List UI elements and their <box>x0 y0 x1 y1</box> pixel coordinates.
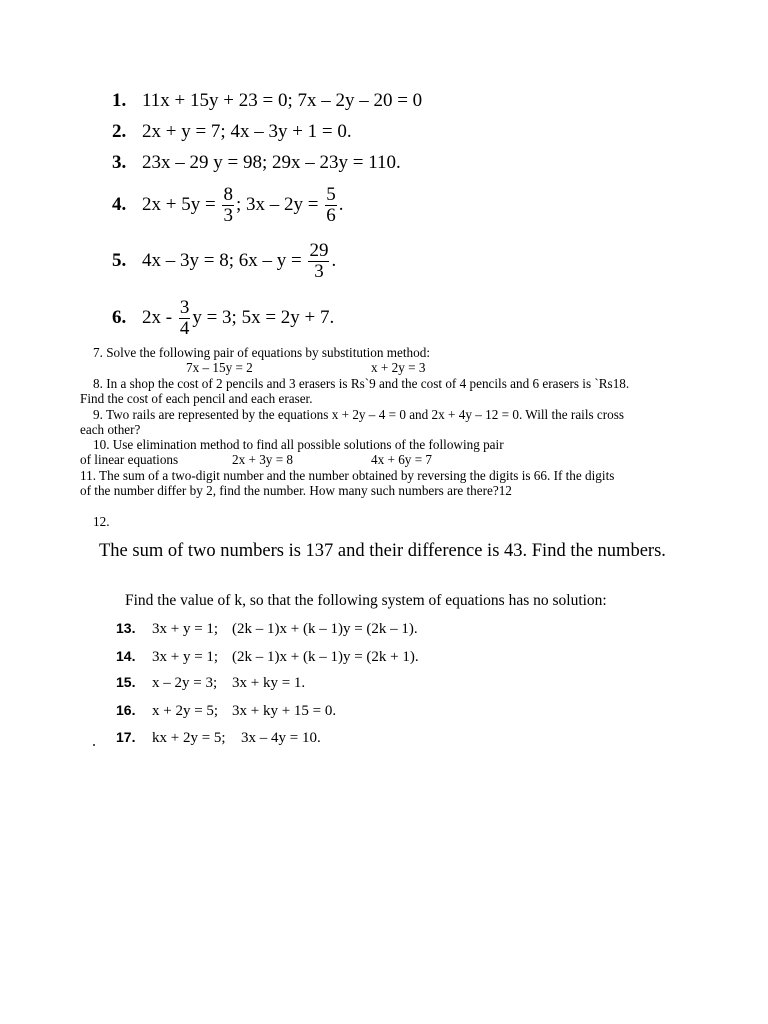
problem-number: 14. <box>116 648 136 664</box>
problem-8-text-2: Find the cost of each pencil and each eraser. <box>80 391 313 406</box>
problem-number: 15. <box>116 674 136 690</box>
problem-number: 6. <box>112 306 127 328</box>
problem-2 <box>112 121 352 143</box>
problem-14: 14. 3x + y = 1; (2k – 1)x + (k – 1)y = (2k + 1). <box>116 648 419 665</box>
problem-4: 4. 2x + 5y = $\frac{8}{3}$ ; 3x – 2y = $\frac{5}{6}$ . <box>112 184 344 226</box>
problem-text: 4x – 3y = 8; 6x – y = <box>142 249 302 271</box>
problem-12-label: 12. <box>93 514 110 529</box>
problem-13: 13. 3x + y = 1; (2k – 1)x + (k – 1)y = (2k – 1). <box>116 620 418 637</box>
problem-10-label: of linear equations <box>80 452 179 467</box>
problem-text: 11x + 15y + 23 = 0; 7x – 2y – 20 = 0 <box>142 90 423 111</box>
problem-11-text-2: of the number differ by 2, find the number. How many such numbers are there?12 <box>80 483 512 498</box>
problem-10-eq-b: 4x + 6y = 7 <box>371 452 433 467</box>
problem-12-text: The sum of two numbers is 137 and their difference is 43. Find the numbers. <box>99 541 666 561</box>
problem-6: 6. 2x - $\frac{3}{4}$ y = 3; 5x = 2y + 7. <box>112 297 335 339</box>
problem-7-eq-a: 7x – 15y = 2 <box>186 360 253 375</box>
problem-text: 2x + y = 7; 4x – 3y + 1 = 0. <box>142 121 352 142</box>
fraction: $\frac{3}{4}$ <box>179 297 190 339</box>
problem-text: 2x + 5y = <box>142 193 216 215</box>
problem-1 <box>112 90 422 112</box>
problem-15: 15. x – 2y = 3; 3x + ky = 1. <box>116 674 306 691</box>
problem-number: 3. <box>112 152 127 173</box>
problem-11-text: 11. The sum of a two-digit number and the number obtained by reversing the digits is 66. If the digits <box>80 468 615 483</box>
problem-text: 2x - <box>142 306 173 328</box>
fraction: $\frac{8}{3}$ <box>223 184 233 226</box>
problem-10-eq-a: 2x + 3y = 8 <box>232 452 294 467</box>
problem-number: 13. <box>116 620 136 636</box>
problem-5: 5. 4x – 3y = 8; 6x – y = $\frac{29}{3}$ . <box>112 240 337 282</box>
fraction: $\frac{5}{6}$ <box>326 184 336 226</box>
problem-number: 1. <box>112 90 127 111</box>
problem-17: 17. kx + 2y = 5; 3x – 4y = 10. <box>116 729 321 746</box>
problem-number: 2. <box>112 121 127 142</box>
k-section-heading: Find the value of k, so that the following system of equations has no solution: <box>125 592 607 609</box>
problem-number: 17. <box>116 729 136 745</box>
stray-dot <box>93 744 95 746</box>
problem-8-text: 8. In a shop the cost of 2 pencils and 3 erasers is Rs`9 and the cost of 4 pencils and 6 erasers is `Rs18. <box>93 376 630 391</box>
problem-7-text: 7. Solve the following pair of equations by substitution method: <box>93 345 430 360</box>
problem-number: 5. <box>112 249 127 271</box>
problem-9-text-2: each other? <box>80 422 141 437</box>
problem-number: 16. <box>116 702 136 718</box>
problem-3 <box>112 152 401 174</box>
problem-10-text: 10. Use elimination method to find all possible solutions of the following pair <box>93 437 504 452</box>
problem-number: 4. <box>112 193 127 215</box>
problem-9-text: 9. Two rails are represented by the equations x + 2y – 4 = 0 and 2x + 4y – 12 = 0. Will the rails cross <box>93 407 625 422</box>
fraction: $\frac{29}{3}$ <box>309 240 329 282</box>
problem-7-eq-b: x + 2y = 3 <box>371 360 426 375</box>
problem-text: 23x – 29 y = 98; 29x – 23y = 110. <box>142 152 401 173</box>
problem-16: 16. x + 2y = 5; 3x + ky + 15 = 0. <box>116 702 337 719</box>
